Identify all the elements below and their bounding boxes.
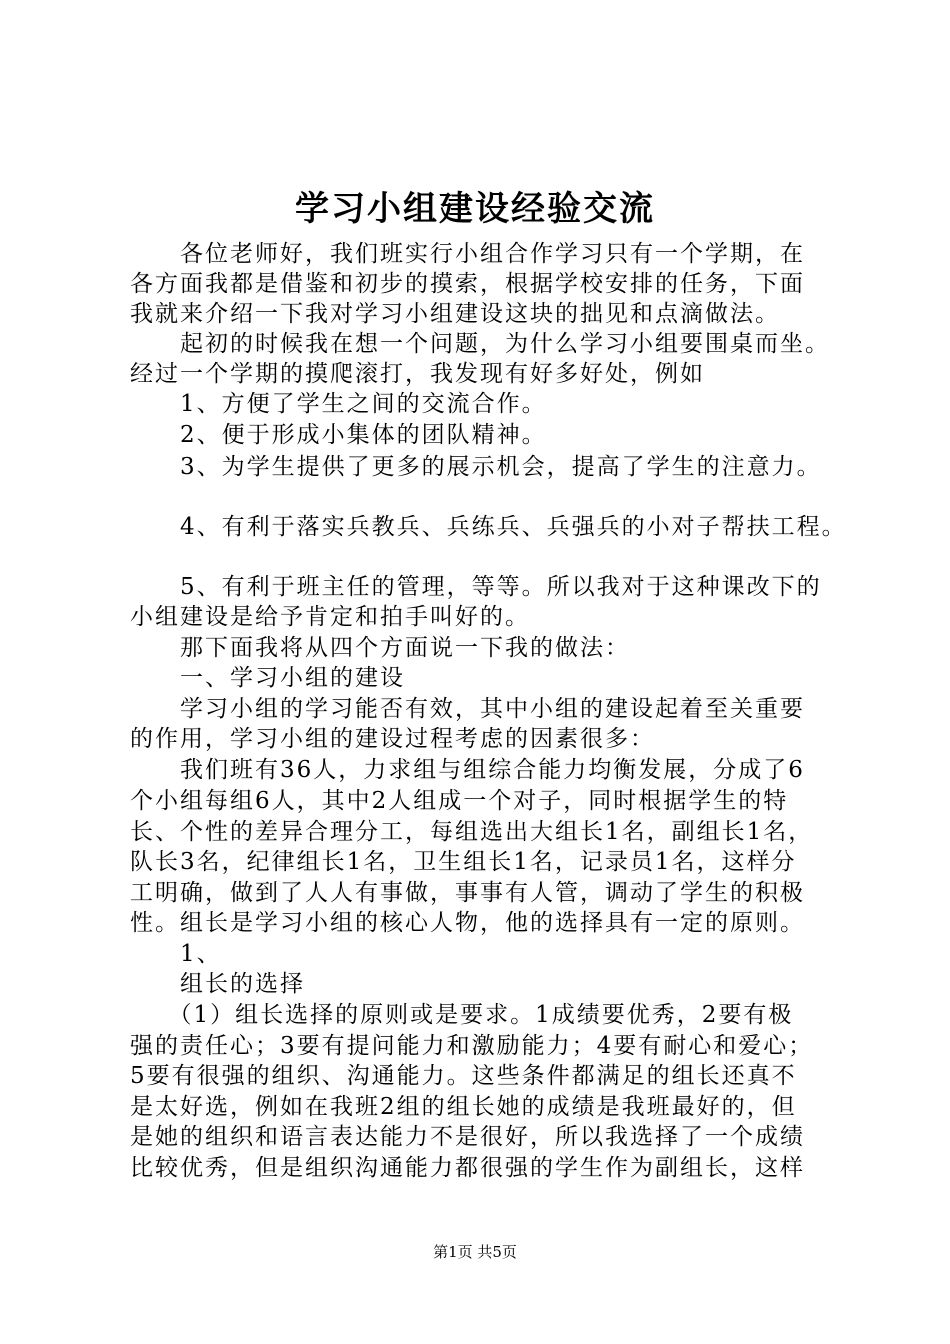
text-line: 各位老师好，我们班实行小组合作学习只有一个学期，在 bbox=[130, 241, 805, 267]
text-line: 队长3名，纪律组长1名，卫生组长1名，记录员1名，这样分 bbox=[130, 849, 797, 875]
text-line: 是太好选，例如在我班2组的组长她的成绩是我班最好的，但 bbox=[130, 1094, 797, 1120]
text-line: 1、方便了学生之间的交流合作。 bbox=[130, 391, 547, 417]
text-line: 各方面我都是借鉴和初步的摸索，根据学校安排的任务，下面 bbox=[130, 271, 805, 297]
text-line: 4、有利于落实兵教兵、兵练兵、兵强兵的小对子帮扶工程。 bbox=[130, 514, 847, 540]
text-line: 长、个性的差异合理分工，每组选出大组长1名，副组长1名， bbox=[130, 819, 814, 845]
text-line: 强的责任心；3要有提问能力和激励能力；4要有耐心和爱心； bbox=[130, 1033, 814, 1059]
text-line: 我就来介绍一下我对学习小组建设这块的拙见和点滴做法。 bbox=[130, 301, 780, 327]
text-line: 小组建设是给予肯定和拍手叫好的。 bbox=[130, 604, 530, 630]
page-number: 第1页 共5页 bbox=[433, 1243, 517, 1261]
text-line: 3、为学生提供了更多的展示机会，提高了学生的注意力。 bbox=[130, 454, 822, 480]
text-line: 经过一个学期的摸爬滚打，我发现有好多好处，例如 bbox=[130, 361, 705, 387]
text-line: 组长的选择 bbox=[130, 971, 305, 997]
document-title: 学习小组建设经验交流 bbox=[295, 189, 655, 229]
text-line: 5、有利于班主任的管理，等等。所以我对于这种课改下的 bbox=[130, 574, 822, 600]
text-line: 的作用，学习小组的建设过程考虑的因素很多： bbox=[130, 726, 655, 752]
text-line: 2、便于形成小集体的团队精神。 bbox=[130, 422, 547, 448]
text-line: 我们班有36人，力求组与组综合能力均衡发展，分成了6 bbox=[130, 757, 805, 783]
text-line: 1、 bbox=[130, 941, 222, 967]
text-line: 5要有很强的组织、沟通能力。这些条件都满足的组长还真不 bbox=[130, 1063, 797, 1089]
text-line: 起初的时候我在想一个问题，为什么学习小组要围桌而坐。 bbox=[130, 331, 830, 357]
text-line: 性。组长是学习小组的核心人物，他的选择具有一定的原则。 bbox=[130, 910, 805, 936]
text-line: 学习小组的学习能否有效，其中小组的建设起着至关重要 bbox=[130, 696, 805, 722]
text-line: 工明确，做到了人人有事做，事事有人管，调动了学生的积极 bbox=[130, 880, 805, 906]
text-line: 那下面我将从四个方面说一下我的做法： bbox=[130, 635, 630, 661]
text-line: 一、学习小组的建设 bbox=[130, 665, 405, 691]
text-line: 比较优秀，但是组织沟通能力都很强的学生作为副组长，这样 bbox=[130, 1155, 805, 1181]
text-line: （1）组长选择的原则或是要求。1成绩要优秀，2要有极 bbox=[130, 1002, 794, 1028]
text-line: 个小组每组6人，其中2人组成一个对子，同时根据学生的特 bbox=[130, 788, 789, 814]
text-line: 是她的组织和语言表达能力不是很好，所以我选择了一个成绩 bbox=[130, 1124, 805, 1150]
